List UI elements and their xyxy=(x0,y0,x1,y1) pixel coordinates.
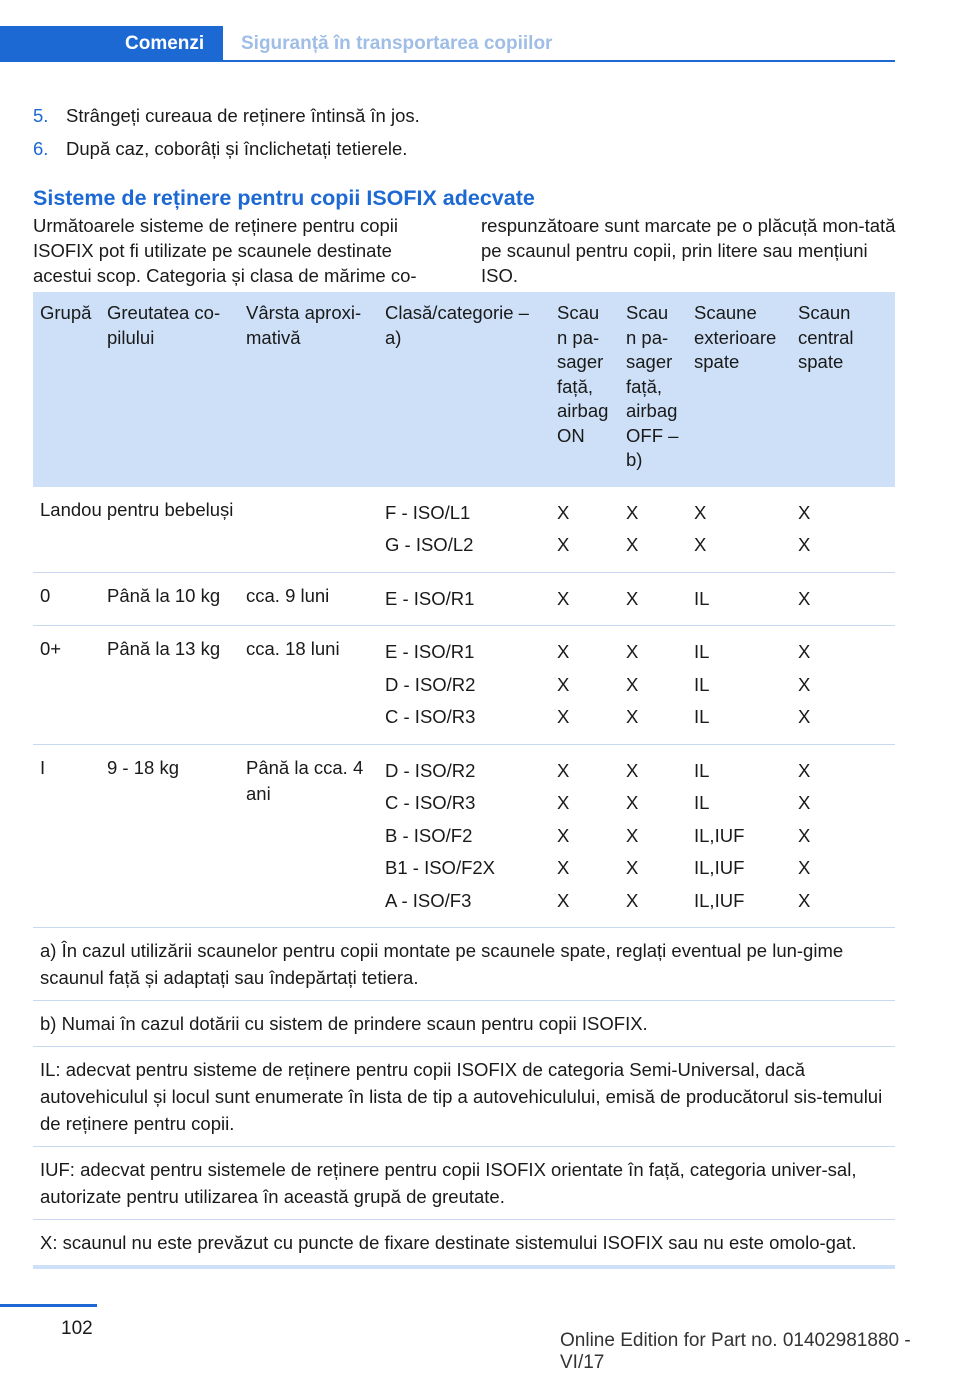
tab-child-safety[interactable]: Siguranță în transportarea copiilor xyxy=(241,33,553,54)
cell-airbag-off xyxy=(619,572,687,626)
cell-value: IL xyxy=(694,587,710,609)
cell-weight: Până la 13 kg xyxy=(100,626,239,745)
cell-value: X xyxy=(626,501,639,523)
cell-center-rear xyxy=(791,744,895,928)
table-note-row xyxy=(33,1047,895,1147)
step-item xyxy=(33,105,893,138)
footer-divider xyxy=(0,1304,97,1307)
tab-comenzi[interactable]: Comenzi xyxy=(0,26,223,62)
header-weight: Greutatea co‐pilului xyxy=(100,292,239,487)
isofix-table xyxy=(33,292,895,1269)
table-note-row xyxy=(33,928,895,1001)
table-note: X: scaunul nu este prevăzut cu puncte de fixare destinate sistemului ISOFIX sau nu este omolo‐gat. xyxy=(33,1220,895,1268)
cell-value: X xyxy=(557,824,570,846)
header-class: Clasă/categorie – a) xyxy=(378,292,550,487)
edition-text: Online Edition for Part no. 01402981880 - VI/17 xyxy=(560,1330,911,1373)
cell-outer-rear xyxy=(687,572,791,626)
step-text: Strângeți cureaua de reținere întinsă în jos. xyxy=(66,105,420,126)
cell-airbag-off xyxy=(619,487,687,573)
cell-value: X xyxy=(626,641,639,662)
cell-value: D - ISO/R2 xyxy=(385,673,476,695)
cell-value: X xyxy=(626,889,639,911)
header-airbag-off: Scau n pa‐ sager față, airbag OFF – b) xyxy=(619,292,687,487)
header-divider xyxy=(0,60,895,62)
cell-value: X xyxy=(626,706,639,727)
cell-weight: Până la 10 kg xyxy=(100,572,239,626)
cell-value: IL,IUF xyxy=(694,824,745,846)
cell-value: F - ISO/L1 xyxy=(385,501,471,523)
cell-airbag-on xyxy=(550,572,619,626)
cell-value: B - ISO/F2 xyxy=(385,824,473,846)
cell-value: C - ISO/R3 xyxy=(385,706,476,727)
cell-group: I xyxy=(33,744,100,928)
intro-text-right: respunzătoare sunt marcate pe o plăcuță mon‐tată pe scaunul pentru copii, prin litere sau mențiuni ISO. xyxy=(481,215,896,286)
cell-airbag-on xyxy=(550,626,619,745)
cell-class xyxy=(378,487,550,573)
cell-value: X xyxy=(557,641,570,662)
cell-value: G - ISO/L2 xyxy=(385,534,474,555)
cell-value: X xyxy=(798,824,811,846)
cell-age: cca. 18 luni xyxy=(239,626,378,745)
cell-value: IL,IUF xyxy=(694,857,745,878)
cell-outer-rear xyxy=(687,744,791,928)
cell-value: X xyxy=(557,534,570,555)
cell-value: X xyxy=(798,889,811,911)
cell-value: X xyxy=(694,534,707,555)
cell-center-rear xyxy=(791,626,895,745)
table-row xyxy=(33,572,895,626)
cell-value: IL xyxy=(694,706,710,727)
cell-value: C - ISO/R3 xyxy=(385,792,476,813)
header-age: Vârsta aproxi‐mativă xyxy=(239,292,378,487)
cell-value: X xyxy=(798,792,811,813)
header-airbag-on: Scau n pa‐ sager față, airbag ON xyxy=(550,292,619,487)
cell-airbag-on xyxy=(550,744,619,928)
table-note: IUF: adecvat pentru sistemele de reținere pentru copii ISOFIX orientate în față, categoria univer‐sal, autorizate pentru utilizarea în această grupă de greutate. xyxy=(33,1147,895,1220)
header-group: Grupă xyxy=(33,292,100,487)
page-header xyxy=(0,0,895,62)
cell-value: X xyxy=(557,587,570,609)
cell-value: X xyxy=(798,587,811,609)
intro-text-left: Următoarele sisteme de reținere pentru copii ISOFIX pot fi utilizate pe scaunele destinate acestui scop. Categoria și clasa de mărime co‐ xyxy=(33,215,417,286)
page-number: 102 xyxy=(61,1318,93,1339)
cell-value: X xyxy=(557,706,570,727)
table-row xyxy=(33,487,895,573)
step-text: După caz, coborâți și înclichetați tetierele. xyxy=(66,138,408,159)
table-note: b) Numai în cazul dotării cu sistem de prindere scaun pentru copii ISOFIX. xyxy=(33,1001,895,1047)
cell-value: X xyxy=(798,759,811,781)
table-row xyxy=(33,744,895,928)
step-item xyxy=(33,138,893,171)
cell-class xyxy=(378,626,550,745)
cell-value: X xyxy=(557,759,570,781)
cell-value: X xyxy=(798,501,811,523)
cell-value: X xyxy=(557,501,570,523)
cell-value: IL xyxy=(694,792,710,813)
cell-value: X xyxy=(626,673,639,695)
cell-group: 0+ xyxy=(33,626,100,745)
cell-outer-rear xyxy=(687,487,791,573)
cell-value: E - ISO/R1 xyxy=(385,587,475,609)
cell-value: IL xyxy=(694,759,710,781)
table-note-row xyxy=(33,1220,895,1268)
cell-value: X xyxy=(798,706,811,727)
table-note: a) În cazul utilizării scaunelor pentru copii montate pe scaunele spate, reglați eventual pe lun‐gime scaunul față și adaptați sau îndepărtați tetiera. xyxy=(33,928,895,1001)
cell-weight: 9 - 18 kg xyxy=(100,744,239,928)
cell-value: X xyxy=(626,534,639,555)
cell-value: E - ISO/R1 xyxy=(385,641,475,662)
cell-value: A - ISO/F3 xyxy=(385,889,472,911)
cell-value: X xyxy=(798,673,811,695)
cell-value: X xyxy=(626,587,639,609)
cell-value: X xyxy=(557,673,570,695)
cell-value: X xyxy=(626,759,639,781)
cell-center-rear xyxy=(791,487,895,573)
table-note-row xyxy=(33,1001,895,1047)
cell-center-rear xyxy=(791,572,895,626)
cell-value: X xyxy=(694,501,707,523)
cell-airbag-off xyxy=(619,744,687,928)
cell-outer-rear xyxy=(687,626,791,745)
cell-class xyxy=(378,744,550,928)
table-row xyxy=(33,626,895,745)
cell-value: X xyxy=(557,857,570,878)
cell-value: X xyxy=(626,792,639,813)
cell-class xyxy=(378,572,550,626)
cell-value: X xyxy=(626,857,639,878)
cell-value: X xyxy=(557,889,570,911)
header-outer-rear: Scaune exterioare spate xyxy=(687,292,791,487)
cell-value: X xyxy=(798,641,811,662)
table-header-row xyxy=(33,292,895,487)
cell-airbag-on xyxy=(550,487,619,573)
cell-value: X xyxy=(557,792,570,813)
step-number: 5. xyxy=(33,105,49,126)
cell-value: X xyxy=(626,824,639,846)
cell-group: 0 xyxy=(33,572,100,626)
cell-value: X xyxy=(798,534,811,555)
cell-value: IL,IUF xyxy=(694,889,745,911)
cell-age: cca. 9 luni xyxy=(239,572,378,626)
cell-age: Până la cca. 4 ani xyxy=(239,744,378,928)
section-title: Sisteme de reținere pentru copii ISOFIX adecvate xyxy=(33,186,535,210)
cell-value: B1 - ISO/F2X xyxy=(385,857,496,878)
cell-value: IL xyxy=(694,641,710,662)
cell-value: X xyxy=(798,857,811,878)
cell-group: Landou pentru bebeluși xyxy=(33,487,378,573)
cell-airbag-off xyxy=(619,626,687,745)
table-note: IL: adecvat pentru sisteme de reținere pentru copii ISOFIX de categoria Semi-Universal, dacă autovehiculul și locul sunt enumerate în lista de tip a autovehiculului, emisă de producătorul sis‐temului de reținere pentru copii. xyxy=(33,1047,895,1147)
header-center-rear: Scaun central spate xyxy=(791,292,895,487)
steps-list xyxy=(33,105,893,171)
cell-value: D - ISO/R2 xyxy=(385,759,476,781)
cell-value: IL xyxy=(694,673,710,695)
step-number: 6. xyxy=(33,138,49,159)
table-note-row xyxy=(33,1147,895,1220)
